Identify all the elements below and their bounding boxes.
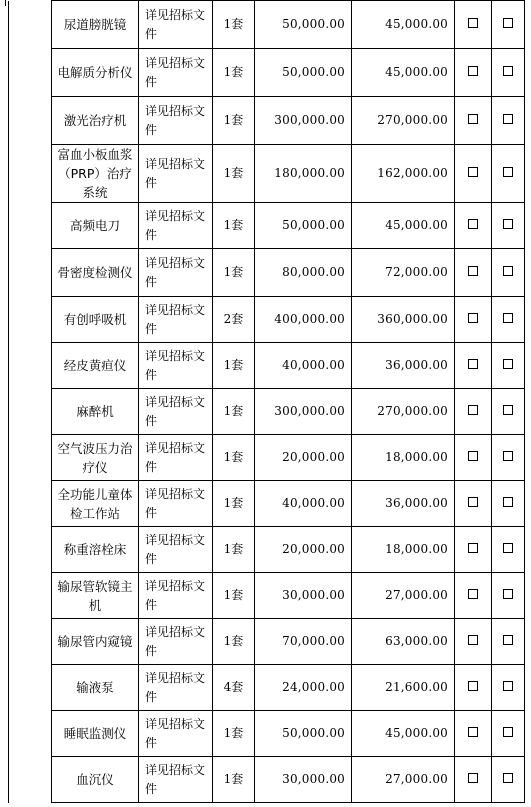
item-budget: 20,000.00 bbox=[255, 527, 352, 573]
item-quantity: 1套 bbox=[213, 203, 255, 249]
checkbox-cell[interactable] bbox=[492, 527, 525, 573]
table-row bbox=[9, 145, 525, 203]
merged-category-cell bbox=[9, 1, 52, 803]
item-limit-price: 36,000.00 bbox=[352, 481, 455, 527]
checkbox[interactable] bbox=[468, 66, 478, 76]
item-limit-price: 72,000.00 bbox=[352, 249, 455, 297]
checkbox[interactable] bbox=[468, 266, 478, 276]
checkbox[interactable] bbox=[503, 114, 513, 124]
checkbox[interactable] bbox=[468, 451, 478, 461]
item-quantity: 1套 bbox=[213, 711, 255, 757]
item-spec: 详见招标文件 bbox=[139, 343, 213, 389]
checkbox-cell[interactable] bbox=[492, 389, 525, 435]
checkbox-cell[interactable] bbox=[492, 711, 525, 757]
item-quantity: 1套 bbox=[213, 527, 255, 573]
item-limit-price: 45,000.00 bbox=[352, 1, 455, 49]
table-row bbox=[9, 619, 525, 665]
checkbox[interactable] bbox=[503, 681, 513, 691]
checkbox-cell[interactable] bbox=[492, 1, 525, 49]
item-budget: 24,000.00 bbox=[255, 665, 352, 711]
table-row bbox=[9, 573, 525, 619]
checkbox[interactable] bbox=[503, 18, 513, 28]
item-budget: 30,000.00 bbox=[255, 757, 352, 803]
table-row bbox=[9, 297, 525, 343]
checkbox[interactable] bbox=[468, 18, 478, 28]
item-quantity: 1套 bbox=[213, 481, 255, 527]
checkbox-cell[interactable] bbox=[455, 145, 492, 203]
checkbox-cell[interactable] bbox=[455, 389, 492, 435]
checkbox[interactable] bbox=[503, 773, 513, 783]
item-budget: 30,000.00 bbox=[255, 573, 352, 619]
checkbox[interactable] bbox=[468, 681, 478, 691]
item-limit-price: 27,000.00 bbox=[352, 757, 455, 803]
item-name: 尿道膀胱镜 bbox=[52, 1, 139, 49]
item-spec: 详见招标文件 bbox=[139, 97, 213, 145]
table-row bbox=[9, 1, 525, 49]
checkbox-cell[interactable] bbox=[492, 619, 525, 665]
item-budget: 300,000.00 bbox=[255, 97, 352, 145]
checkbox-cell[interactable] bbox=[455, 435, 492, 481]
item-spec: 详见招标文件 bbox=[139, 389, 213, 435]
item-limit-price: 27,000.00 bbox=[352, 573, 455, 619]
item-spec: 详见招标文件 bbox=[139, 665, 213, 711]
checkbox-cell[interactable] bbox=[492, 145, 525, 203]
item-quantity: 4套 bbox=[213, 665, 255, 711]
checkbox-cell[interactable] bbox=[492, 665, 525, 711]
item-limit-price: 162,000.00 bbox=[352, 145, 455, 203]
item-name: 全功能儿童体检工作站 bbox=[52, 481, 139, 527]
checkbox-cell[interactable] bbox=[492, 573, 525, 619]
table-row bbox=[9, 203, 525, 249]
checkbox[interactable] bbox=[503, 359, 513, 369]
item-quantity: 1套 bbox=[213, 619, 255, 665]
checkbox-cell[interactable] bbox=[455, 249, 492, 297]
checkbox-cell[interactable] bbox=[492, 49, 525, 97]
checkbox[interactable] bbox=[503, 451, 513, 461]
item-spec: 详见招标文件 bbox=[139, 619, 213, 665]
item-budget: 80,000.00 bbox=[255, 249, 352, 297]
checkbox[interactable] bbox=[468, 773, 478, 783]
item-limit-price: 45,000.00 bbox=[352, 203, 455, 249]
checkbox-cell[interactable] bbox=[455, 527, 492, 573]
item-limit-price: 45,000.00 bbox=[352, 49, 455, 97]
checkbox[interactable] bbox=[503, 66, 513, 76]
table-row bbox=[9, 49, 525, 97]
item-spec: 详见招标文件 bbox=[139, 527, 213, 573]
checkbox[interactable] bbox=[503, 405, 513, 415]
checkbox-cell[interactable] bbox=[492, 343, 525, 389]
item-budget: 40,000.00 bbox=[255, 343, 352, 389]
item-limit-price: 18,000.00 bbox=[352, 435, 455, 481]
item-limit-price: 63,000.00 bbox=[352, 619, 455, 665]
item-budget: 50,000.00 bbox=[255, 711, 352, 757]
table-row bbox=[9, 343, 525, 389]
item-quantity: 1套 bbox=[213, 145, 255, 203]
checkbox-cell[interactable] bbox=[492, 203, 525, 249]
checkbox-cell[interactable] bbox=[492, 481, 525, 527]
checkbox-cell[interactable] bbox=[492, 297, 525, 343]
item-quantity: 1套 bbox=[213, 435, 255, 481]
item-limit-price: 45,000.00 bbox=[352, 711, 455, 757]
checkbox[interactable] bbox=[468, 313, 478, 323]
checkbox-cell[interactable] bbox=[492, 97, 525, 145]
checkbox-cell[interactable] bbox=[492, 249, 525, 297]
checkbox-cell[interactable] bbox=[492, 757, 525, 803]
item-name: 经皮黄疸仪 bbox=[52, 343, 139, 389]
item-budget: 20,000.00 bbox=[255, 435, 352, 481]
item-name: 输液泵 bbox=[52, 665, 139, 711]
item-name: 有创呼吸机 bbox=[52, 297, 139, 343]
checkbox-cell[interactable] bbox=[455, 757, 492, 803]
checkbox[interactable] bbox=[468, 635, 478, 645]
margin-mark bbox=[5, 0, 6, 6]
item-budget: 70,000.00 bbox=[255, 619, 352, 665]
table-row bbox=[9, 249, 525, 297]
item-name: 电解质分析仪 bbox=[52, 49, 139, 97]
item-spec: 详见招标文件 bbox=[139, 49, 213, 97]
checkbox-cell[interactable] bbox=[455, 1, 492, 49]
checkbox[interactable] bbox=[503, 266, 513, 276]
table-row bbox=[9, 435, 525, 481]
table-row bbox=[9, 665, 525, 711]
checkbox[interactable] bbox=[503, 219, 513, 229]
item-limit-price: 36,000.00 bbox=[352, 343, 455, 389]
item-spec: 详见招标文件 bbox=[139, 711, 213, 757]
checkbox[interactable] bbox=[468, 114, 478, 124]
item-name: 睡眠监测仪 bbox=[52, 711, 139, 757]
item-quantity: 1套 bbox=[213, 49, 255, 97]
checkbox-cell[interactable] bbox=[492, 435, 525, 481]
item-spec: 详见招标文件 bbox=[139, 203, 213, 249]
checkbox[interactable] bbox=[503, 167, 513, 177]
table-row bbox=[9, 389, 525, 435]
checkbox-cell[interactable] bbox=[455, 343, 492, 389]
item-name: 输尿管内窥镜 bbox=[52, 619, 139, 665]
item-name: 称重溶栓床 bbox=[52, 527, 139, 573]
checkbox[interactable] bbox=[503, 543, 513, 553]
item-budget: 40,000.00 bbox=[255, 481, 352, 527]
table-row bbox=[9, 97, 525, 145]
item-name: 激光治疗机 bbox=[52, 97, 139, 145]
item-spec: 详见招标文件 bbox=[139, 435, 213, 481]
item-spec: 详见招标文件 bbox=[139, 573, 213, 619]
table-row bbox=[9, 481, 525, 527]
item-budget: 50,000.00 bbox=[255, 49, 352, 97]
checkbox[interactable] bbox=[503, 635, 513, 645]
item-limit-price: 18,000.00 bbox=[352, 527, 455, 573]
checkbox-cell[interactable] bbox=[455, 573, 492, 619]
checkbox-cell[interactable] bbox=[455, 97, 492, 145]
item-spec: 详见招标文件 bbox=[139, 1, 213, 49]
checkbox[interactable] bbox=[468, 543, 478, 553]
item-budget: 400,000.00 bbox=[255, 297, 352, 343]
procurement-table bbox=[8, 0, 525, 803]
item-budget: 50,000.00 bbox=[255, 203, 352, 249]
item-quantity: 1套 bbox=[213, 1, 255, 49]
item-limit-price: 360,000.00 bbox=[352, 297, 455, 343]
checkbox-cell[interactable] bbox=[455, 665, 492, 711]
item-name: 输尿管软镜主机 bbox=[52, 573, 139, 619]
checkbox[interactable] bbox=[468, 219, 478, 229]
checkbox[interactable] bbox=[468, 589, 478, 599]
checkbox[interactable] bbox=[503, 727, 513, 737]
checkbox[interactable] bbox=[468, 497, 478, 507]
item-quantity: 1套 bbox=[213, 757, 255, 803]
table-body bbox=[9, 1, 525, 803]
item-limit-price: 270,000.00 bbox=[352, 97, 455, 145]
checkbox-cell[interactable] bbox=[455, 481, 492, 527]
table-row bbox=[9, 711, 525, 757]
checkbox[interactable] bbox=[468, 167, 478, 177]
item-name: 富血小板血浆（PRP）治疗系统 bbox=[52, 145, 139, 203]
checkbox-cell[interactable] bbox=[455, 49, 492, 97]
checkbox-cell[interactable] bbox=[455, 711, 492, 757]
checkbox[interactable] bbox=[468, 405, 478, 415]
item-limit-price: 21,600.00 bbox=[352, 665, 455, 711]
item-name: 高频电刀 bbox=[52, 203, 139, 249]
checkbox-cell[interactable] bbox=[455, 203, 492, 249]
checkbox[interactable] bbox=[468, 727, 478, 737]
item-quantity: 1套 bbox=[213, 573, 255, 619]
item-name: 血沉仪 bbox=[52, 757, 139, 803]
item-budget: 300,000.00 bbox=[255, 389, 352, 435]
item-quantity: 1套 bbox=[213, 249, 255, 297]
item-limit-price: 270,000.00 bbox=[352, 389, 455, 435]
item-name: 骨密度检测仪 bbox=[52, 249, 139, 297]
item-budget: 180,000.00 bbox=[255, 145, 352, 203]
checkbox-cell[interactable] bbox=[455, 619, 492, 665]
item-spec: 详见招标文件 bbox=[139, 249, 213, 297]
item-name: 空气波压力治疗仪 bbox=[52, 435, 139, 481]
item-quantity: 1套 bbox=[213, 343, 255, 389]
item-quantity: 2套 bbox=[213, 297, 255, 343]
item-spec: 详见招标文件 bbox=[139, 297, 213, 343]
table-row bbox=[9, 527, 525, 573]
item-spec: 详见招标文件 bbox=[139, 757, 213, 803]
item-budget: 50,000.00 bbox=[255, 1, 352, 49]
item-spec: 详见招标文件 bbox=[139, 145, 213, 203]
checkbox[interactable] bbox=[503, 497, 513, 507]
item-quantity: 1套 bbox=[213, 97, 255, 145]
table-row bbox=[9, 757, 525, 803]
item-spec: 详见招标文件 bbox=[139, 481, 213, 527]
checkbox[interactable] bbox=[468, 359, 478, 369]
checkbox[interactable] bbox=[503, 313, 513, 323]
item-quantity: 1套 bbox=[213, 389, 255, 435]
item-name: 麻醉机 bbox=[52, 389, 139, 435]
checkbox[interactable] bbox=[503, 589, 513, 599]
checkbox-cell[interactable] bbox=[455, 297, 492, 343]
